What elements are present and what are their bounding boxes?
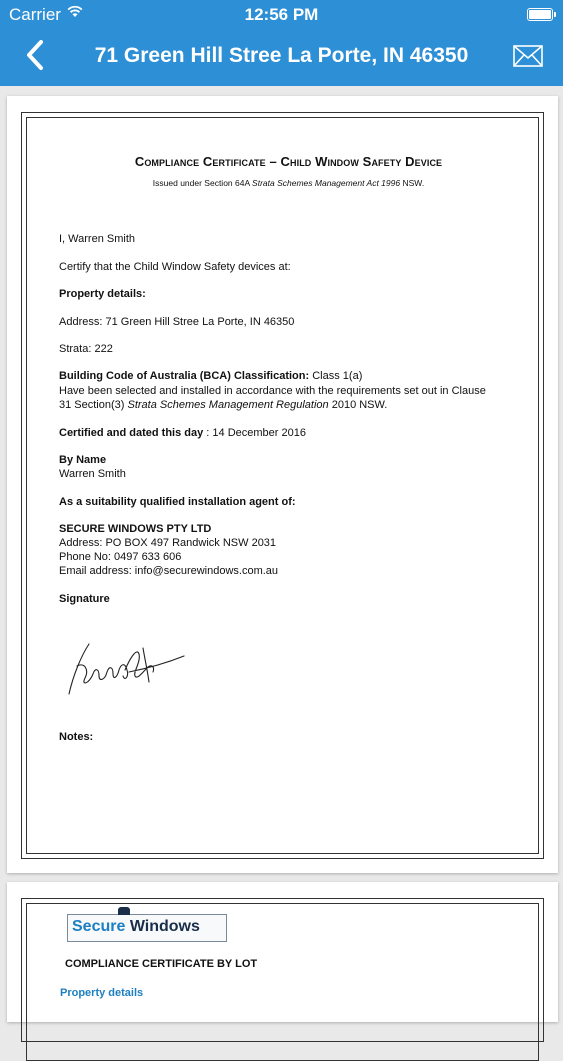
battery-icon <box>527 8 553 21</box>
address-line: Address: 71 Green Hill Stree La Porte, IN 46350 <box>59 316 295 328</box>
certificate-page[interactable] <box>7 96 558 873</box>
certified-date-line: Certified and dated this day : 14 December 2016 <box>59 427 306 439</box>
secure-windows-logo: Secure Windows <box>67 914 227 942</box>
property-details-link[interactable]: Property details <box>60 987 144 999</box>
company-email: Email address: info@securewindows.com.au <box>59 565 279 577</box>
signature-image <box>59 626 199 706</box>
lot-certificate-page[interactable] <box>7 882 558 1022</box>
installer-name-line: I, Warren Smith <box>59 233 135 245</box>
bca-line: Building Code of Australia (BCA) Classification: Class 1(a) <box>59 370 363 382</box>
certificate-content <box>59 96 518 873</box>
company-address: Address: PO BOX 497 Randwick NSW 2031 <box>59 537 277 549</box>
by-name-label: By Name <box>59 454 107 466</box>
by-name-value: Warren Smith <box>59 468 126 480</box>
envelope-icon[interactable] <box>513 45 543 67</box>
company-phone: Phone No: 0497 633 606 <box>59 551 182 563</box>
selected-line-2: 31 Section(3) Strata Schemes Management Regulation 2010 NSW. <box>59 399 388 411</box>
carrier-label: Carrier <box>9 5 61 24</box>
strata-line: Strata: 222 <box>59 343 113 355</box>
company-name: SECURE WINDOWS PTY LTD <box>59 523 212 535</box>
certificate-subtitle: Issued under Section 64A Strata Schemes Management Act 1996 NSW. <box>152 178 425 188</box>
chevron-left-icon[interactable] <box>22 38 50 72</box>
navigation-bar <box>0 0 563 86</box>
certificate-title: Compliance Certificate – Child Window Safety Device <box>134 154 443 169</box>
signature-label: Signature <box>59 593 110 605</box>
page-title: 71 Green Hill Stree La Porte, IN 46350 <box>94 44 469 67</box>
camera-icon <box>118 907 130 915</box>
notes-label: Notes: <box>59 731 94 743</box>
property-heading: Property details: <box>59 288 146 300</box>
lot-certificate-title: COMPLIANCE CERTIFICATE BY LOT <box>65 958 258 970</box>
certify-line: Certify that the Child Window Safety devices at: <box>59 261 291 273</box>
agent-heading: As a suitability qualified installation agent of: <box>59 496 296 508</box>
clock: 12:56 PM <box>244 5 319 24</box>
status-bar <box>0 5 563 27</box>
selected-line-1: Have been selected and installed in accordance with the requirements set out in Clause <box>59 385 486 397</box>
